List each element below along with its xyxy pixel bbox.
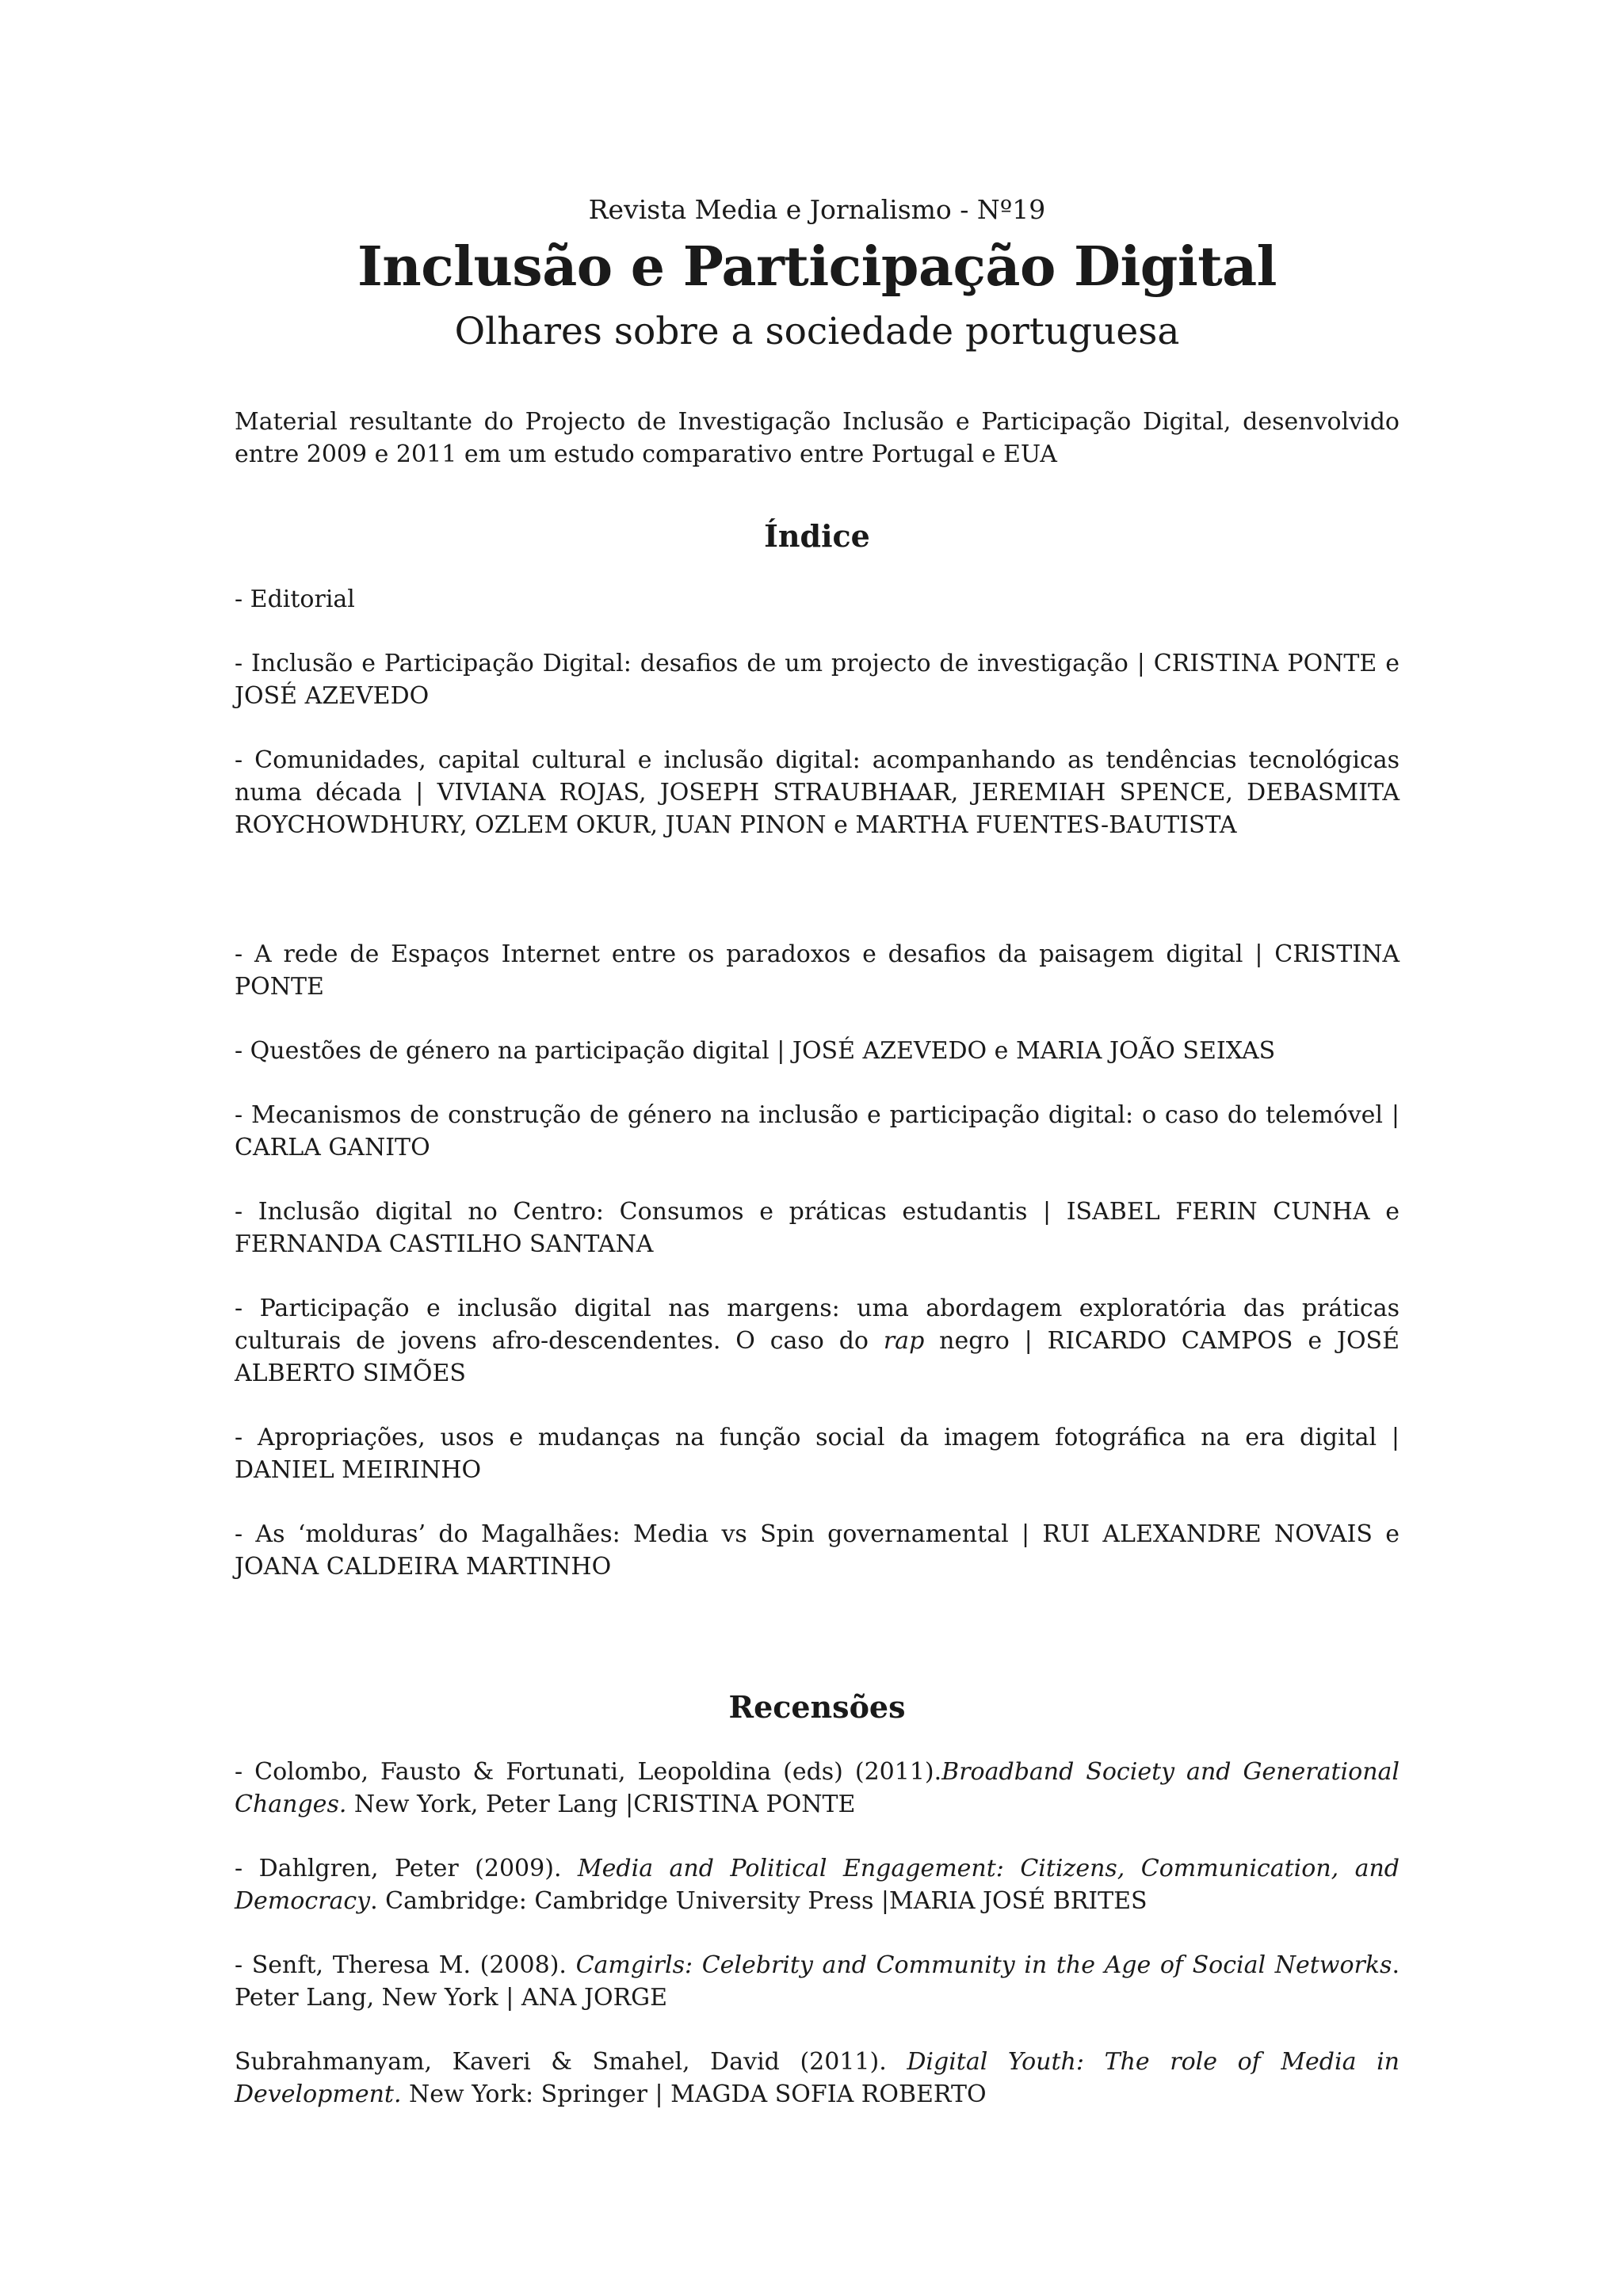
- review-citation: - Dahlgren, Peter (2009).: [235, 1855, 578, 1882]
- review-publisher-author: . Peter Lang, New York | ANA JORGE: [235, 1951, 1400, 2012]
- reviews-heading: Recensões: [728, 1689, 906, 1725]
- document-page: [235, 190, 1400, 2111]
- review-citation: - Colombo, Fausto & Fortunati, Leopoldina (eds) (2011).: [235, 1758, 942, 1786]
- reviews-section: [235, 1688, 1400, 2111]
- review-citation: - Senft, Theresa M. (2008).: [235, 1951, 576, 1979]
- index-item: - Apropriações, usos e mudanças na função social da imagem fotográfica na era digital | DANIEL MEIRINHO: [235, 1424, 1400, 1484]
- index-item: - A rede de Espaços Internet entre os paradoxos e desafios da paisagem digital | CRISTINA PONTE: [235, 940, 1400, 1001]
- item-text: - Participação e inclusão digital nas margens: uma abordagem exploratória das práticas culturais de jovens afro-descendentes. O caso do: [235, 1295, 1400, 1355]
- index-item: - Comunidades, capital cultural e inclusão digital: acompanhando as tendências tecnológicas numa década | VIVIANA ROJAS, JOSEPH STRAUBHAAR, JEREMIAH SPENCE, DEBASMITA ROYCHOWDHURY, OZLEM OKUR, JUAN PINON e MARTHA FUENTES-BAUTISTA: [235, 746, 1400, 839]
- item-text: negro | RICARDO CAMPOS e JOSÉ ALBERTO SIMÕES: [235, 1327, 1400, 1387]
- review-publisher-author: New York: Springer | MAGDA SOFIA ROBERTO: [401, 2081, 987, 2108]
- review-item: [235, 2046, 1400, 2111]
- review-book-title: Camgirls: Celebrity and Community in the Age of Social Networks: [575, 1951, 1392, 1979]
- intro-paragraph: Material resultante do Projecto de Investigação Inclusão e Participação Digital, desenvolvido entre 2009 e 2011 em um estudo comparativo entre Portugal e EUA: [235, 408, 1400, 468]
- review-citation: Subrahmanyam, Kaveri & Smahel, David (2011).: [235, 2048, 907, 2076]
- index-section: [235, 517, 1400, 1583]
- index-item: - As ‘molduras’ do Magalhães: Media vs Spin governamental | RUI ALEXANDRE NOVAIS e JOANA CALDEIRA MARTINHO: [235, 1520, 1400, 1581]
- review-book-title: Broadband Society and Generational Changes.: [235, 1758, 1400, 1818]
- review-item: [235, 1756, 1400, 1821]
- review-item: [235, 1949, 1400, 2014]
- review-publisher-author: New York, Peter Lang |CRISTINA PONTE: [346, 1791, 856, 1818]
- index-item: - Inclusão digital no Centro: Consumos e práticas estudantis | ISABEL FERIN CUNHA e FERNANDA CASTILHO SANTANA: [235, 1198, 1400, 1258]
- review-publisher-author: . Cambridge: Cambridge University Press |MARIA JOSÉ BRITES: [370, 1887, 1148, 1915]
- index-item: - Mecanismos de construção de género na inclusão e participação digital: o caso do telemóvel | CARLA GANITO: [235, 1101, 1400, 1161]
- review-item: [235, 1852, 1400, 1917]
- index-item-rap: [235, 1292, 1400, 1390]
- index-heading: Índice: [764, 518, 870, 554]
- document-subtitle: Olhares sobre a sociedade portuguesa: [454, 310, 1180, 353]
- journal-name: Revista Media e Jornalismo - Nº19: [588, 194, 1046, 225]
- index-item: - Questões de género na participação digital | JOSÉ AZEVEDO e MARIA JOÃO SEIXAS: [235, 1037, 1276, 1065]
- review-book-title: Media and Political Engagement: Citizens, Communication, and Democracy: [235, 1855, 1400, 1915]
- index-item: - Inclusão e Participação Digital: desafios de um projecto de investigação | CRISTINA PONTE e JOSÉ AZEVEDO: [235, 650, 1400, 710]
- index-item: - Editorial: [235, 585, 355, 613]
- review-book-title: Digital Youth: The role of Media in Development.: [235, 2048, 1400, 2108]
- document-title: Inclusão e Participação Digital: [357, 235, 1277, 299]
- item-italic-text: rap: [883, 1327, 925, 1355]
